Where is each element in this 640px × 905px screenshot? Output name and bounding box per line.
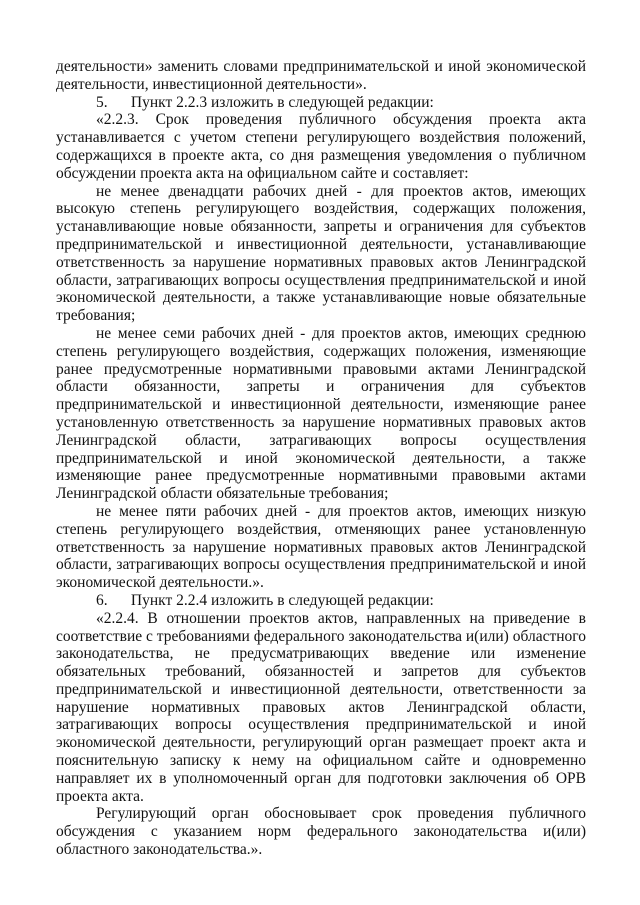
paragraph-justification: Регулирующий орган обосновывает срок проведения публичного обсуждения с указанием норм федерального законодательства и(или) областного законодательства.». — [56, 805, 586, 859]
paragraph-item-5: 5. Пункт 2.2.3 изложить в следующей редакции: — [96, 93, 434, 111]
paragraph-2-2-4: «2.2.4. В отношении проектов актов, направленных на приведение в соответствие с требованиями федерального законодательства и(или) областного законодательства, не предусматривающих введение или изменение обязательных требований, обязанностей и запретов для субъектов предпринимательской и инвестиционной деятельности, ответственности за нарушение нормативных правовых актов Ленинградской области, затрагивающих вопросы осуществления предпринимательской и иной экономической деятельности, регулирующий орган размещает проект акта и пояснительную записку к нему на официальном сайте и одновременно направляет их в уполномоченный орган для подготовки заключения об ОРВ проекта акта. — [56, 609, 586, 805]
paragraph-seven-days: не менее семи рабочих дней - для проектов актов, имеющих среднюю степень регулирующего воздействия, содержащих положения, изменяющие ранее предусмотренные нормативными правовыми актами Ленинградской области обязанности, запреты и ограничения для субъектов предпринимательской и инвестиционной деятельности, изменяющие ранее установленную ответственность за нарушение нормативных правовых актов Ленинградской области, затрагивающих вопросы осуществления предпринимательской и иной экономической деятельности, а также изменяющие ранее предусмотренные нормативными правовыми актами Ленинградской области обязательные требования; — [56, 324, 586, 503]
paragraph-twelve-days: не менее двенадцати рабочих дней - для проектов актов, имеющих высокую степень регулирующего воздействия, содержащих положения, устанавливающие новые обязанности, запреты и ограничения для субъектов предпринимательской и инвестиционной деятельности, устанавливающие ответственность за нарушение нормативных правовых актов Ленинградской области, затрагивающих вопросы осуществления предпринимательской и иной экономической деятельности, а также устанавливающие новые обязательные требования; — [56, 182, 586, 325]
paragraph-five-days: не менее пяти рабочих дней - для проектов актов, имеющих низкую степень регулирующего воздействия, отменяющих ранее установленную ответственность за нарушение нормативных правовых актов Ленинградской области, затрагивающих вопросы осуществления предпринимательской и иной экономической деятельности.». — [56, 502, 586, 592]
paragraph-item-6: 6. Пункт 2.2.4 изложить в следующей редакции: — [96, 591, 434, 609]
document-page — [56, 58, 586, 859]
paragraph-2-2-3: «2.2.3. Срок проведения публичного обсуждения проекта акта устанавливается с учетом степени регулирующего воздействия положений, содержащихся в проекте акта, со дня размещения уведомления о публичном обсуждении проекта акта на официальном сайте и составляет: — [56, 111, 586, 182]
paragraph-continuation: деятельности» заменить словами предпринимательской и иной экономической деятельности, инвестиционной деятельности». — [56, 58, 586, 93]
